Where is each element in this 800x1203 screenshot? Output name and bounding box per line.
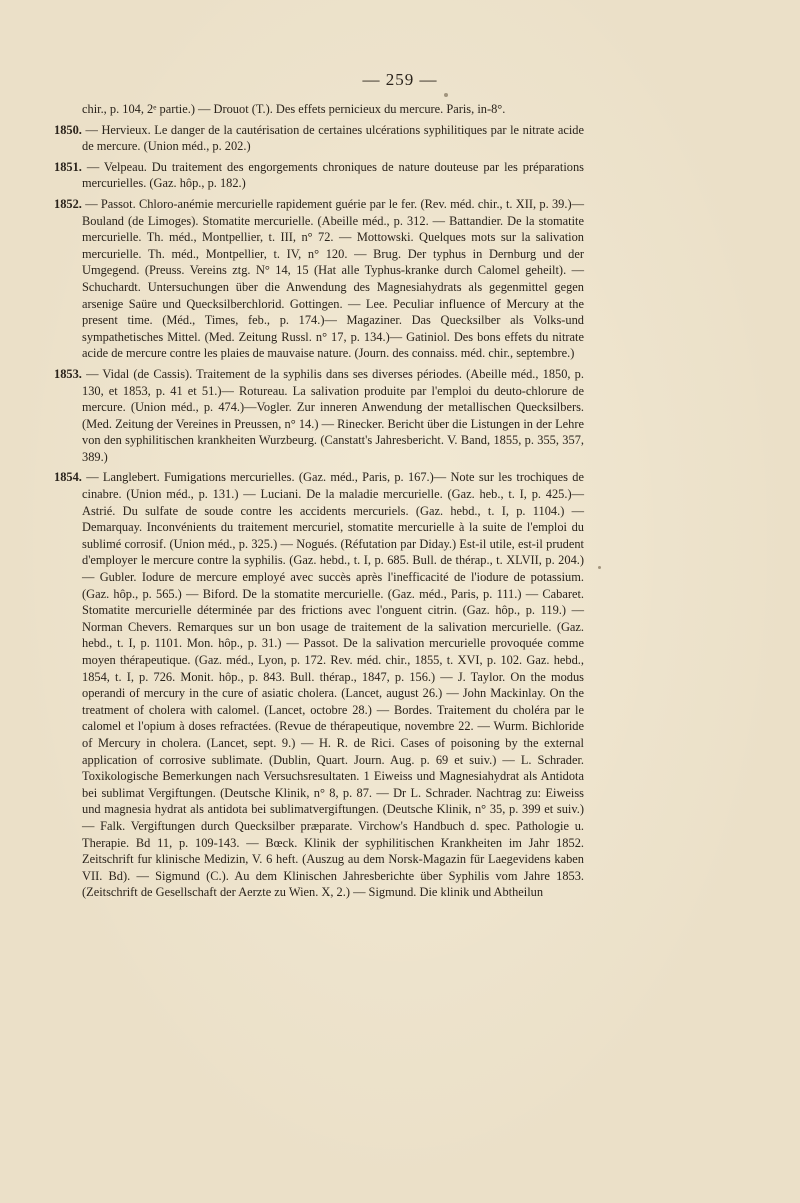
entry-text: — Vidal (de Cassis). Traitement de la syphilis dans ses diverses périodes. (Abeille méd., 1850, p. 130, et 1853, p. 41 et 51.)— Rotureau. La salivation produite par l'emploi du deuto-chlorure de mercure. (Union méd., p. 474.)—Vogler. Zur inneren Anwendung der metallischen Quecksilbers. (Med. Zeitung der Vereines in Preussen, n° 14.) — Rinecker. Bericht über die Listungen in der Lehre von den syphilitischen krankheiten Wurzbeurg. (Canstatt's Jahresbericht. V. Band, 1855, p. 355, 357, 389.): [82, 366, 584, 464]
bibliography-entry-continued: [54, 101, 584, 118]
bibliography-entry-1851: [54, 159, 584, 192]
entry-text: — Hervieux. Le danger de la cautérisation de certaines ulcérations syphilitiques par le nitrate acide de mercure. (Union méd., p. 202.): [82, 122, 584, 154]
bibliography-entry-1852: [54, 196, 584, 362]
bibliography-text: [54, 101, 584, 905]
entry-year: 1850.: [54, 122, 82, 137]
entry-text: chir., p. 104, 2ᵉ partie.) — Drouot (T.). Des effets pernicieux du mercure. Paris, in-8°.: [82, 102, 506, 116]
paper-spot: [444, 93, 448, 97]
entry-year: 1851.: [54, 159, 82, 174]
bibliography-entry-1853: [54, 366, 584, 466]
bibliography-entry-1854: [54, 469, 584, 900]
entry-year: 1854.: [54, 470, 82, 485]
bibliography-entry-1850: [54, 122, 584, 155]
paper-spot: [598, 566, 601, 569]
entry-year: 1852.: [54, 196, 82, 211]
entry-text: — Velpeau. Du traitement des engorgements chroniques de nature douteuse par les préparations mercurielles. (Gaz. hôp., p. 182.): [82, 159, 584, 191]
entry-year: 1853.: [54, 366, 82, 381]
entry-text: — Passot. Chloro-anémie mercurielle rapidement guérie par le fer. (Rev. méd. chir., t. XII, p. 39.)— Bouland (de Limoges). Stomatite mercurielle. (Abeille méd., p. 312. — Battandier. De la stomatite mercurielle. Th. méd., Montpellier, t. III, n° 72. — Mottowski. Quelques mots sur la salivation mercurielle. Th. méd., Montpellier, t. IV, n° 120. — Brug. Der typhus in Dernburg und der Umgegend. (Preuss. Vereins ztg. N° 14, 15 (Hat alle Typhus-kranke durch Calomel geheilt). — Schuchardt. Untersuchungen über die Anwendung des Magnesiahydrats als gegenmittel gegen arsenige Saüre und Quecksilberchlorid. Gottingen. — Lee. Peculiar influence of Mercury at the present time. (Méd., Times, feb., p. 174.)— Magaziner. Das Quecksilber als Volks-und sympathetisches Mittel. (Med. Zeitung Russl. n° 17, p. 134.)— Gatiniol. Des bons effets du nitrate acide de mercure contre les plaies de mauvaise nature. (Journ. des connaiss. méd. chir., septembre.): [82, 196, 584, 361]
entry-text: — Langlebert. Fumigations mercurielles. (Gaz. méd., Paris, p. 167.)— Note sur les trochiques de cinabre. (Union méd., p. 131.) — Luciani. De la maladie mercurielle. (Gaz. heb., t. I, p. 425.)— Astrié. Du sulfate de soude contre les accidents mercuriels. (Gaz. hebd., t. I, p. 1104.) — Demarquay. Inconvénients du traitement mercuriel, stomatite mercurielle à la suite de l'emploi du sublimé corrosif. (Union méd., p. 325.) — Nogués. (Réfutation par Diday.) Est-il utile, est-il prudent d'employer le mercure contre la syphilis. (Gaz. hebd., t. I, p. 685. Bull. de thérap., t. XLVII, p. 204.)— Gubler. Iodure de mercure employé avec succès après l'inefficacité de l'iodure de potassium. (Gaz. hôp., p. 565.) — Biford. De la stomatite mercurielle. (Gaz. méd., Paris, p. 111.) — Cabaret. Stomatite mercurielle déterminée par des frictions avec l'onguent citrin. (Gaz. hôp., p. 119.) — Norman Chevers. Remarques sur un bon usage de traitement de la salivation mercurielle. (Gaz. hebd., t. I, p. 1101. Mon. hôp., p. 31.) — Passot. De la salivation mercurielle provoquée comme moyen thérapeutique. (Gaz. méd., Lyon, p. 172. Rev. méd. chir., 1855, t. XVI, p. 102. Gaz. hebd., 1854, t. I, p. 726. Monit. hôp., p. 843. Bull. thérap., 1847, p. 156.) — J. Taylor. On the modus operandi of mercury in the cure of asiatic cholera. (Lancet, august 26.) — John Mackinlay. On the treatment of cholera with calomel. (Lancet, octobre 28.) — Bordes. Traitement du choléra par le calomel et l'opium à doses refractées. (Revue de thérapeutique, novembre 22. — Wurm. Bichloride of Mercury in cholera. (Lancet, sept. 9.) — H. R. de Rici. Cases of poisoning by the external application of corrosive sublimate. (Dublin, Quart. Journ. Aug. p. 69 et suiv.) — L. Schrader. Toxikologische Bemerkungen nach Versuchsresultaten. 1 Eiweiss und Magnesiahydrat als Antidota bei sublimat Vergiftungen. (Deutsche Klinik, n° 8, p. 87. — Dr L. Schrader. Nachtrag zu: Eiweiss und magnesia hydrat als antidota bei sublimatvergiftungen. (Deutsche Klinik, n° 35, p. 399 et suiv.) — Falk. Vergiftungen durch Quecksilber præparate. Virchow's Handbuch d. spec. Pathologie u. Therapie. Bd 11, p. 109-143. — Bœck. Klinik der syphilitischen Krankheiten im Jahr 1852. Zeitschrift fur klinische Medizin, V. 6 heft. (Auszug au dem Norsk-Magazin für Laegevidens kaben VII. Bd). — Sigmund (C.). Au dem Klinischen Jahresberichte über Syphilis vom Jahre 1853. (Zeitschrift de Gesellschaft der Aerzte zu Wien. X, 2.) — Sigmund. Die klinik und Abtheilun: [82, 470, 584, 900]
page-number: — 259 —: [362, 70, 438, 89]
